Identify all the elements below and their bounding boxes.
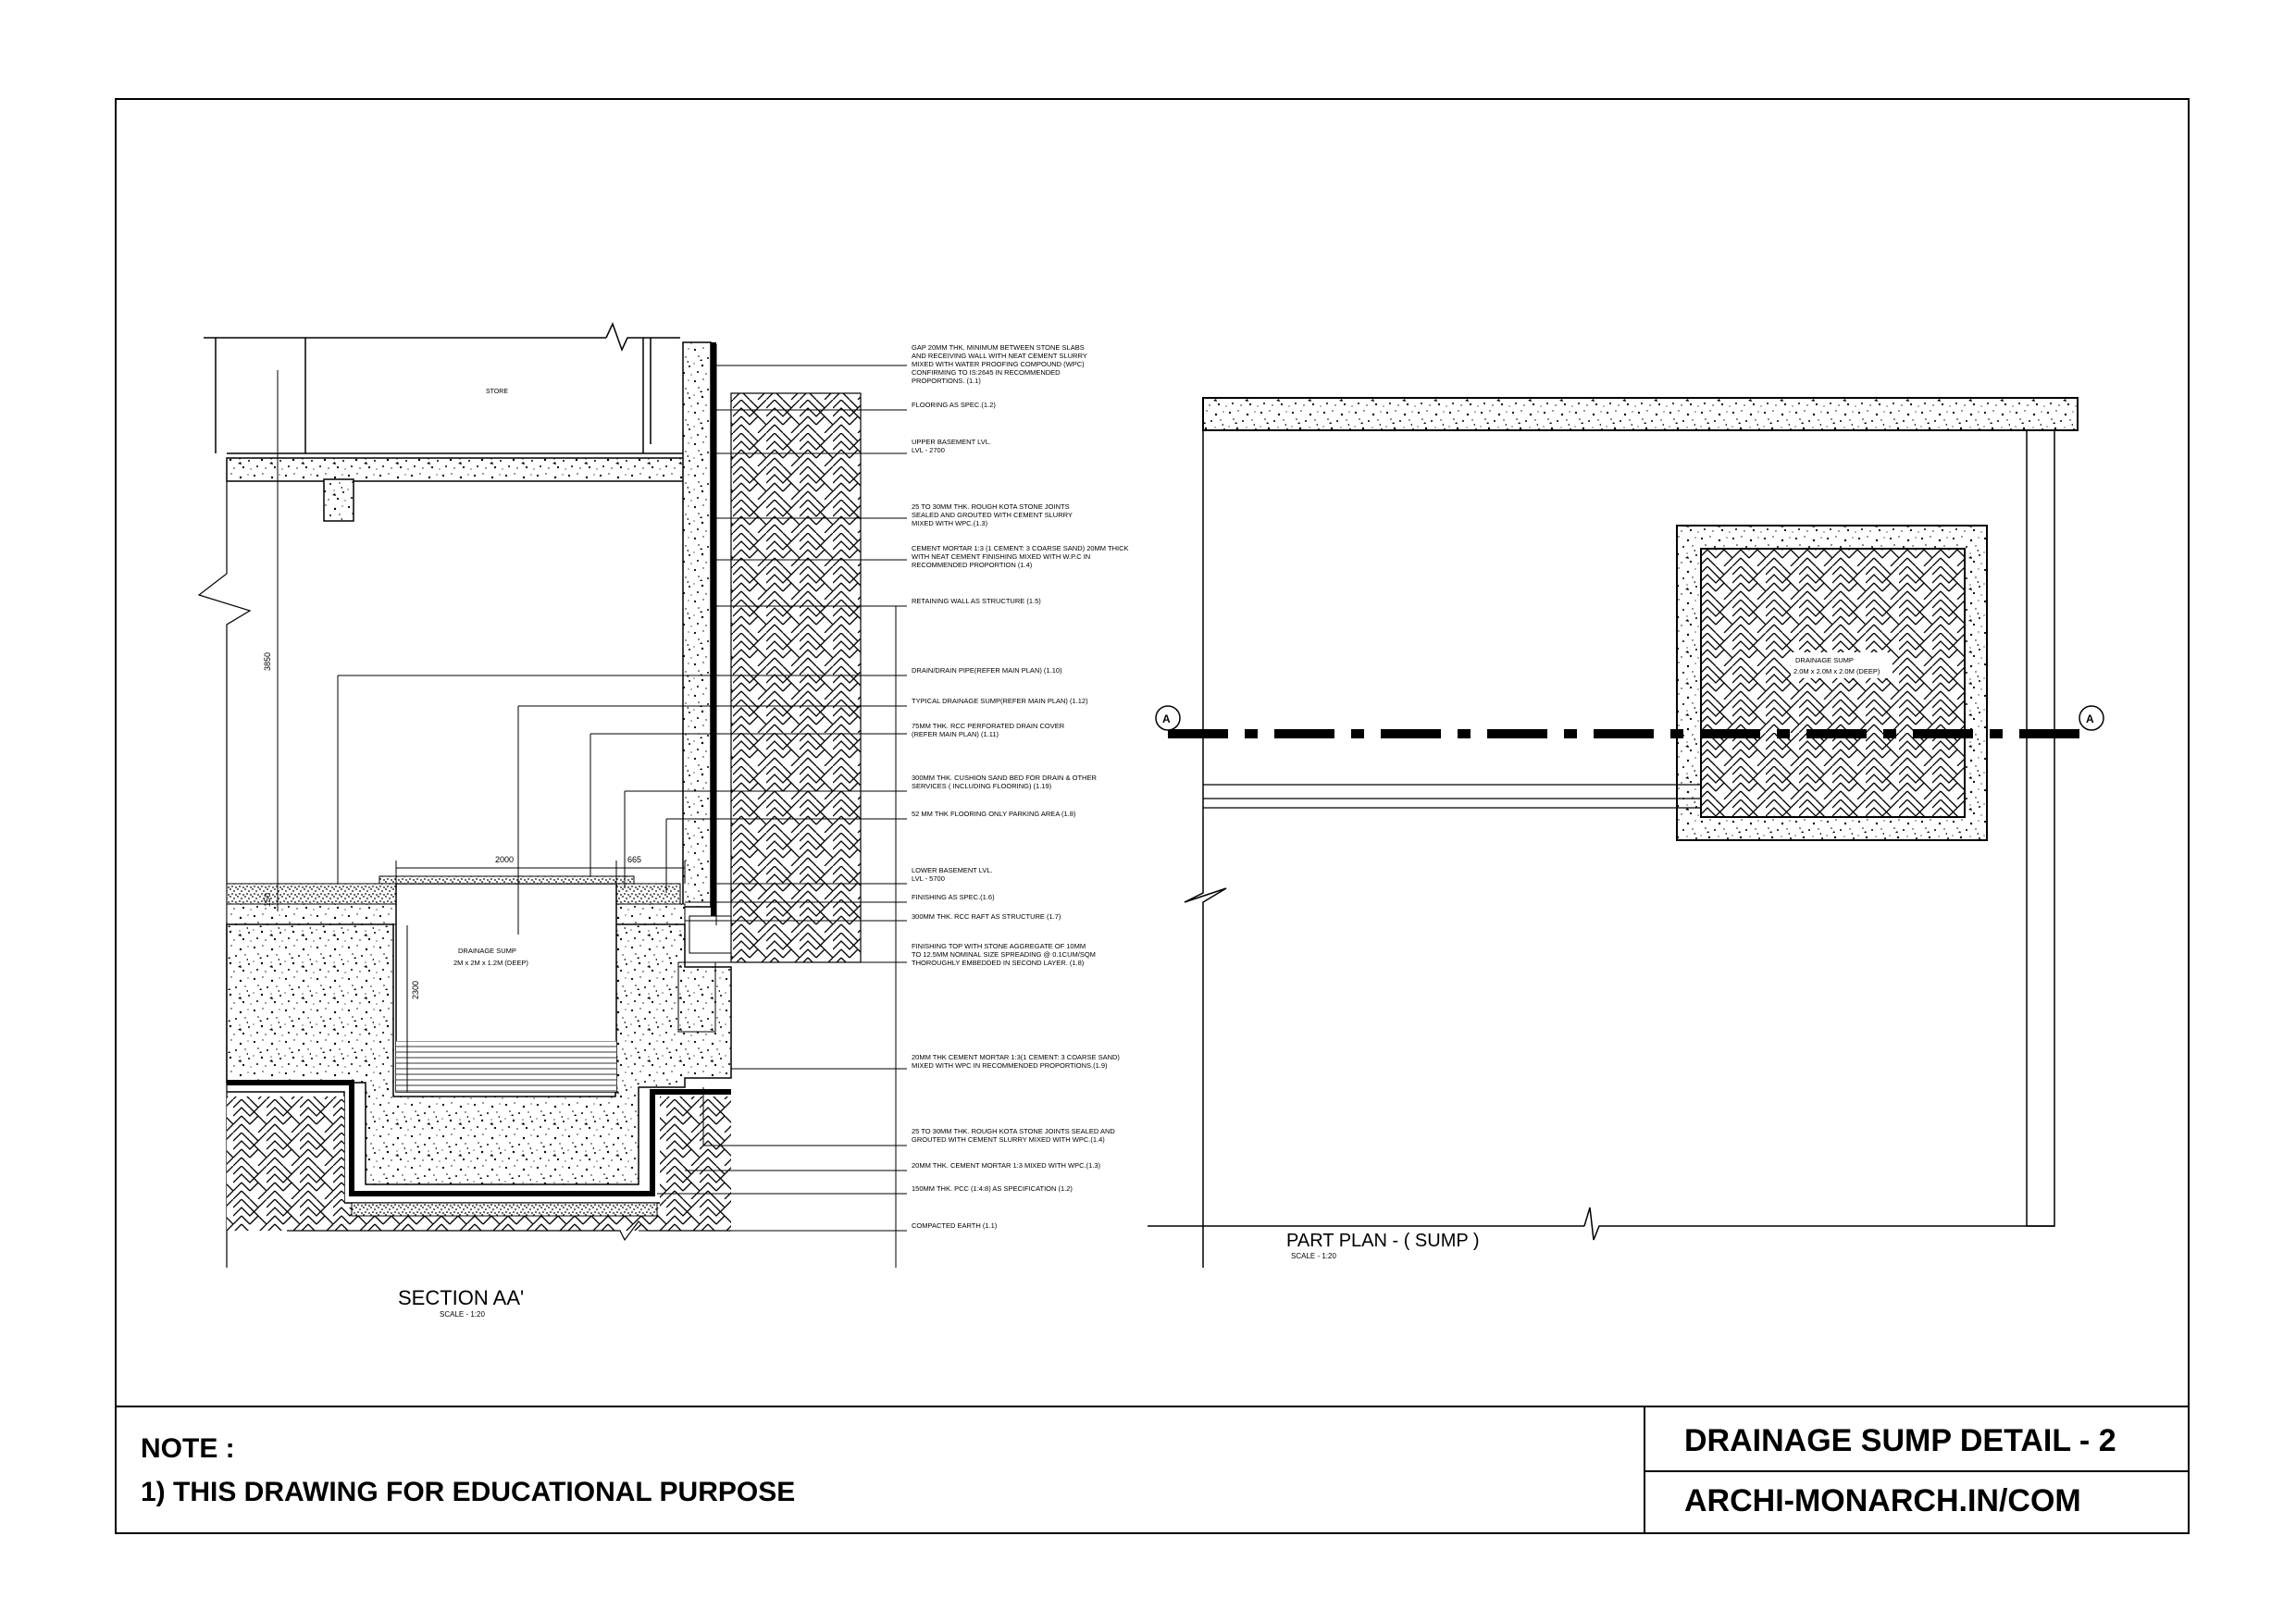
callout-note	[912, 1053, 1120, 1070]
section-sump-size: 2M x 2M x 1.2M (DEEP)	[453, 959, 528, 967]
section-dim-height-2: 150	[263, 892, 272, 907]
section-scale: SCALE - 1:20	[440, 1310, 485, 1319]
callout-line: PROPORTIONS. (1.1)	[912, 377, 981, 385]
callout-line: FINISHING AS SPEC.(1.6)	[912, 893, 995, 901]
callout-line: THOROUGHLY EMBEDDED IN SECOND LAYER. (1.8)	[912, 959, 1085, 967]
callout-note	[912, 912, 1061, 921]
section-dim-side: 665	[627, 855, 642, 864]
note-heading: NOTE :	[141, 1433, 235, 1464]
callout-line: TYPICAL DRAINAGE SUMP(REFER MAIN PLAN) (1.12)	[912, 697, 1088, 705]
callout-line: (REFER MAIN PLAN) (1.11)	[912, 730, 999, 738]
callout-line: MIXED WITH WPC IN RECOMMENDED PROPORTIONS.(1.9)	[912, 1061, 1108, 1070]
store-label: STORE	[486, 389, 508, 395]
callout-line: 25 TO 30MM THK. ROUGH KOTA STONE JOINTS SEALED AND	[912, 1127, 1115, 1135]
callout-note	[912, 597, 1041, 605]
section-title: SECTION AA'	[398, 1286, 525, 1309]
section-sump-label: DRAINAGE SUMP	[458, 947, 516, 955]
section-callouts	[912, 343, 1129, 1230]
callout-note	[912, 438, 991, 454]
callout-note	[912, 942, 1096, 967]
callout-note	[912, 1221, 998, 1230]
callout-line: LVL - 5700	[912, 874, 945, 883]
callout-note	[912, 1184, 1073, 1193]
callout-note	[912, 666, 1062, 675]
callout-line: TO 12.5MM NOMINAL SIZE SPREADING @ 0.1CUM/SQM	[912, 950, 1096, 959]
drawing-title: DRAINAGE SUMP DETAIL - 2	[1684, 1423, 2116, 1458]
callout-line: 300MM THK. RCC RAFT AS STRUCTURE (1.7)	[912, 912, 1061, 921]
plan-sump-label: DRAINAGE SUMP	[1795, 656, 1854, 664]
callout-line: LVL - 2700	[912, 446, 945, 454]
callout-line: GROUTED WITH CEMENT SLURRY MIXED WITH WPC.(1.4)	[912, 1135, 1105, 1144]
callout-line: AND RECEIVING WALL WITH NEAT CEMENT SLURRY	[912, 352, 1087, 360]
callout-line: LOWER BASEMENT LVL.	[912, 866, 993, 874]
callout-line: CONFIRMING TO IS:2645 IN RECOMMENDED	[912, 368, 1061, 377]
callout-line: DRAIN/DRAIN PIPE(REFER MAIN PLAN) (1.10)	[912, 666, 1062, 675]
callout-note	[912, 866, 993, 883]
plan-marker-right: A	[2086, 712, 2094, 725]
callout-line: MIXED WITH WPC.(1.3)	[912, 519, 988, 527]
callout-line: SEALED AND GROUTED WITH CEMENT SLURRY	[912, 511, 1073, 519]
section-dim-sump-depth: 2300	[411, 980, 420, 999]
section-dim-height-1: 3850	[263, 651, 272, 671]
callout-line: 20MM THK CEMENT MORTAR 1:3(1 CEMENT: 3 COARSE SAND)	[912, 1053, 1120, 1061]
section-aa-drawing	[199, 324, 907, 1268]
callout-line: COMPACTED EARTH (1.1)	[912, 1221, 998, 1230]
callout-line: FINISHING TOP WITH STONE AGGREGATE OF 10MM	[912, 942, 1086, 950]
callout-note	[912, 774, 1097, 790]
callout-line: SERVICES ( INCLUDING FLOORING) (1.19)	[912, 782, 1052, 790]
callout-note	[912, 401, 996, 409]
callout-line: RETAINING WALL AS STRUCTURE (1.5)	[912, 597, 1041, 605]
callout-line: WITH NEAT CEMENT FINISHING MIXED WITH W.P.C IN	[912, 552, 1091, 561]
callout-note	[912, 810, 1076, 818]
callout-line: 20MM THK. CEMENT MORTAR 1:3 MIXED WITH WPC.(1.3)	[912, 1161, 1101, 1170]
callout-line: RECOMMENDED PROPORTION (1.4)	[912, 561, 1033, 569]
callout-note	[912, 1127, 1115, 1144]
callout-note	[912, 502, 1073, 527]
callout-line: 75MM THK. RCC PERFORATED DRAIN COVER	[912, 722, 1065, 730]
plan-marker-left: A	[1162, 712, 1171, 725]
callout-note	[912, 893, 995, 901]
callout-note	[912, 722, 1065, 738]
callout-line: 25 TO 30MM THK. ROUGH KOTA STONE JOINTS	[912, 502, 1070, 511]
callout-line: 150MM THK. PCC (1:4:8) AS SPECIFICATION (1.2)	[912, 1184, 1073, 1193]
note-line: 1) THIS DRAWING FOR EDUCATIONAL PURPOSE	[141, 1477, 796, 1507]
plan-title: PART PLAN - ( SUMP )	[1286, 1231, 1480, 1251]
website-label: ARCHI-MONARCH.IN/COM	[1684, 1483, 2081, 1518]
callout-line: MIXED WITH WATER PROOFING COMPOUND (WPC)	[912, 360, 1085, 368]
callout-note	[912, 697, 1088, 705]
plan-scale: SCALE - 1:20	[1291, 1252, 1336, 1260]
callout-note	[912, 1161, 1101, 1170]
section-dim-width: 2000	[495, 855, 515, 864]
part-plan-drawing	[1148, 398, 2104, 1268]
callout-line: UPPER BASEMENT LVL.	[912, 438, 992, 446]
callout-note	[912, 544, 1129, 569]
callout-line: 300MM THK. CUSHION SAND BED FOR DRAIN & OTHER	[912, 774, 1097, 782]
callout-line: CEMENT MORTAR 1:3 (1 CEMENT: 3 COARSE SAND) 20MM THICK	[912, 544, 1129, 552]
callout-line: GAP 20MM THK. MINIMUM BETWEEN STONE SLABS	[912, 343, 1085, 352]
callout-note	[912, 343, 1087, 385]
callout-line: FLOORING AS SPEC.(1.2)	[912, 401, 996, 409]
plan-sump-size: 2.0M x 2.0M x 2.0M (DEEP)	[1793, 667, 1880, 675]
callout-line: 52 MM THK FLOORING ONLY PARKING AREA (1.8)	[912, 810, 1076, 818]
